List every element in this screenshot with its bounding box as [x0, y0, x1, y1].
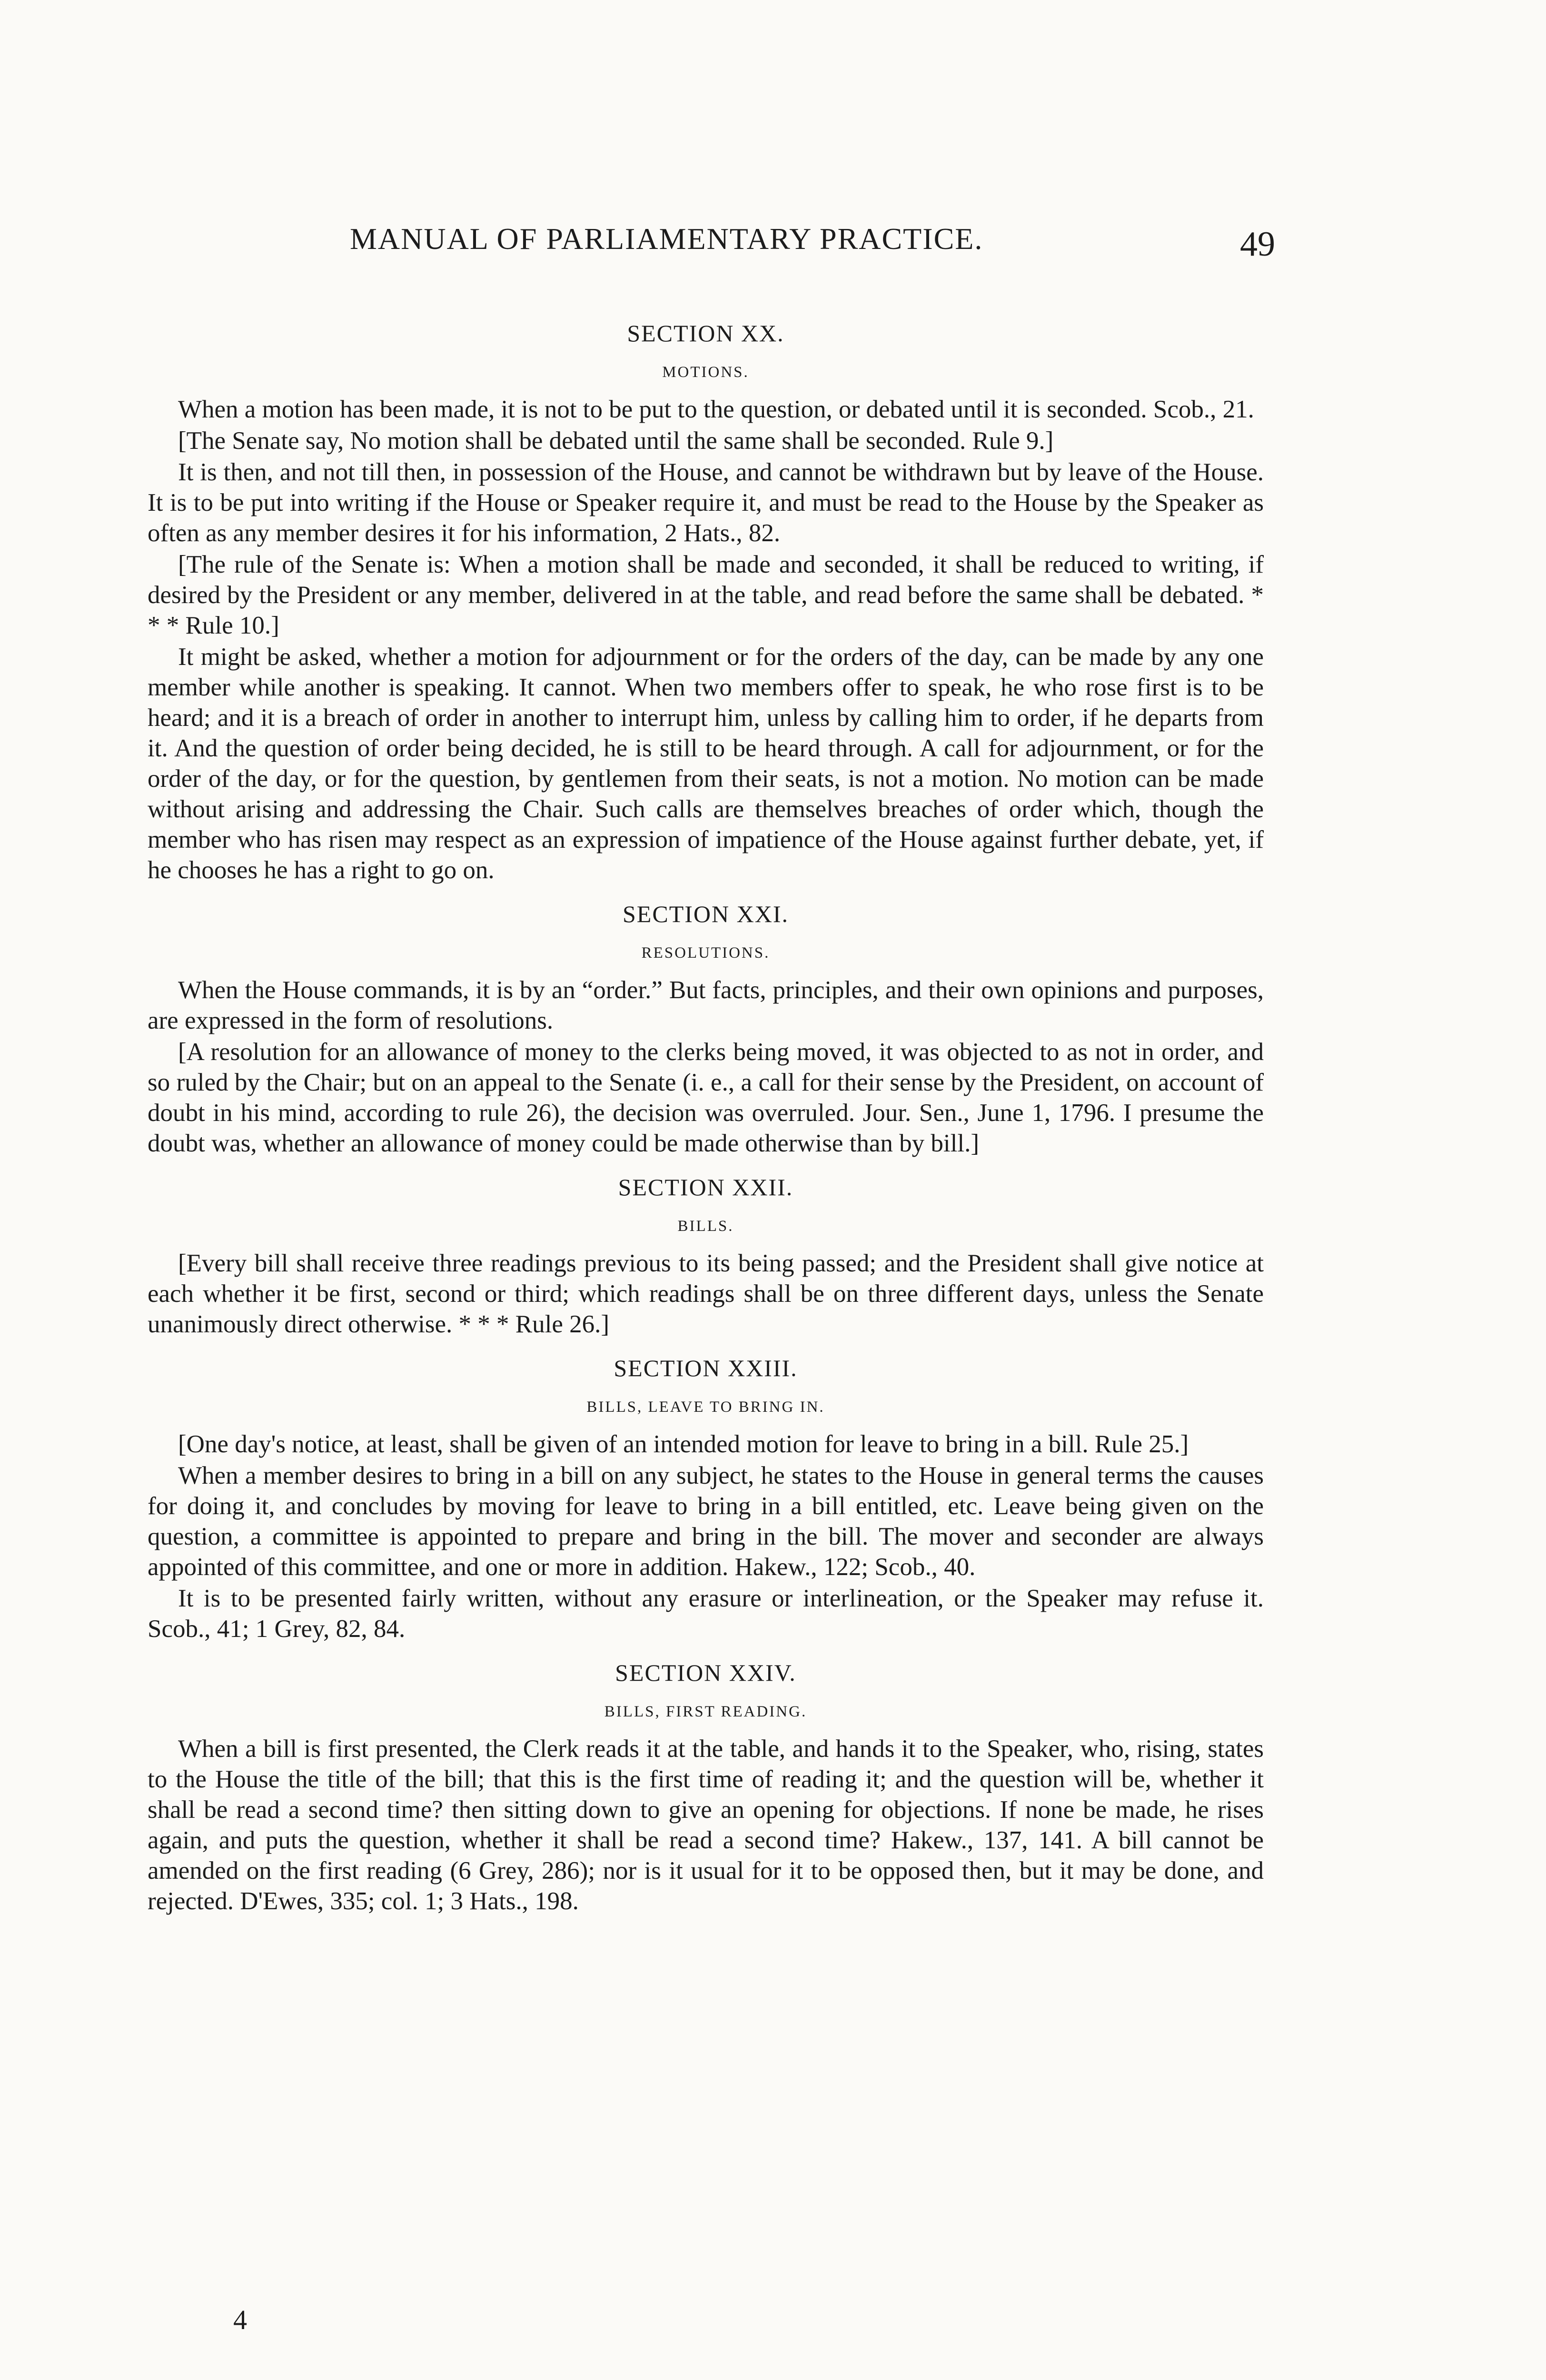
section-xxiii: [148, 1353, 1264, 1644]
section-subheading: BILLS.: [677, 1218, 734, 1235]
paragraph: When a bill is first presented, the Clerk reads it at the table, and hands it to the Speaker, who, rising, states to the House the title of the bill; that this is the first time of reading it; and the question will be, whether it shall be read a second time? then sitting down to give an opening for objections. If none be made, he rises again, and puts the question, whether it shall be read a second time? Hakew., 137, 141. A bill cannot be amended on the first reading (6 Grey, 286); nor is it usual for it to be opposed then, but it may be done, and rejected. D'Ewes, 335; col. 1; 3 Hats., 198.: [148, 1735, 1264, 1915]
signature-mark: 4: [233, 2304, 247, 2335]
paragraph: When a motion has been made, it is not to be put to the question, or debated until it is seconded. Scob., 21.: [178, 396, 1254, 423]
paragraph: It is then, and not till then, in possession of the House, and cannot be withdrawn but by leave of the House. It is to be put into writing if the House or Speaker require it, and must be read to the House by the Speaker as often as any member desires it for his information, 2 Hats., 82.: [148, 458, 1264, 547]
paragraph: [A resolution for an allowance of money to the clerks being moved, it was objected to as not in order, and so ruled by the Chair; but on an appeal to the Senate (i. e., a call for their sense by the President, on account of doubt in his mind, according to rule 26), the decision was overruled. Jour. Sen., June 1, 1796. I presume the doubt was, whether an allowance of money could be made otherwise than by bill.]: [148, 1038, 1264, 1157]
running-title: MANUAL OF PARLIAMENTARY PRACTICE.: [350, 222, 983, 256]
section-xxi: [148, 899, 1264, 1159]
running-head: [0, 221, 1546, 274]
paragraph: [The Senate say, No motion shall be debated until the same shall be seconded. Rule 9.]: [178, 427, 1054, 455]
section-subheading: MOTIONS.: [662, 364, 749, 381]
section-xxii: [148, 1172, 1264, 1339]
section-heading: SECTION XX.: [627, 320, 784, 347]
paragraph: [The rule of the Senate is: When a motion shall be made and seconded, it shall be reduced to writing, if desired by the President or any member, delivered in at the table, and read before the same shall be debated. * * * Rule 10.]: [148, 551, 1264, 639]
section-xxiv: [148, 1657, 1264, 1916]
section-subheading: BILLS, FIRST READING.: [604, 1703, 807, 1720]
paragraph: When a member desires to bring in a bill on any subject, he states to the House in general terms the causes for doing it, and concludes by moving for leave to bring in a bill entitled, etc. Leave being given on the question, a committee is appointed to prepare and bring in the bill. The mover and seconder are always appointed of this committee, and one or more in addition. Hakew., 122; Scob., 40.: [148, 1462, 1264, 1581]
body-text: [148, 305, 1264, 1917]
paragraph: It might be asked, whether a motion for adjournment or for the orders of the day, can be made by any one member while another is speaking. It cannot. When two members offer to speak, he who rose first is to be heard; and it is a breach of order in another to interrupt him, unless by calling him to order, if he departs from it. And the question of order being decided, he is still to be heard through. A call for adjournment, or for the order of the day, or for the question, by gentlemen from their seats, is not a motion. No motion can be made without arising and addressing the Chair. Such calls are themselves breaches of order which, though the member who has risen may respect as an expression of impatience of the House against further debate, yet, if he chooses he has a right to go on.: [148, 643, 1264, 884]
section-xx: [148, 318, 1264, 885]
section-subheading: RESOLUTIONS.: [641, 944, 770, 962]
paragraph: When the House commands, it is by an “order.” But facts, principles, and their own opinions and purposes, are expressed in the form of resolutions.: [148, 976, 1264, 1034]
paragraph: It is to be presented fairly written, without any erasure or interlineation, or the Speaker may refuse it. Scob., 41; 1 Grey, 82, 84.: [148, 1585, 1264, 1643]
paragraph: [One day's notice, at least, shall be given of an intended motion for leave to bring in a bill. Rule 25.]: [178, 1430, 1189, 1458]
section-heading: SECTION XXI.: [623, 901, 789, 927]
paragraph: [Every bill shall receive three readings previous to its being passed; and the President shall give notice at each whether it be first, second or third; which readings shall be on three different days, unless the Senate unanimously direct otherwise. * * * Rule 26.]: [148, 1250, 1264, 1338]
page-number: 49: [1240, 225, 1275, 264]
section-subheading: BILLS, LEAVE TO BRING IN.: [586, 1398, 825, 1416]
section-heading: SECTION XXIII.: [614, 1355, 798, 1381]
section-heading: SECTION XXIV.: [615, 1659, 796, 1686]
section-heading: SECTION XXII.: [618, 1174, 793, 1200]
